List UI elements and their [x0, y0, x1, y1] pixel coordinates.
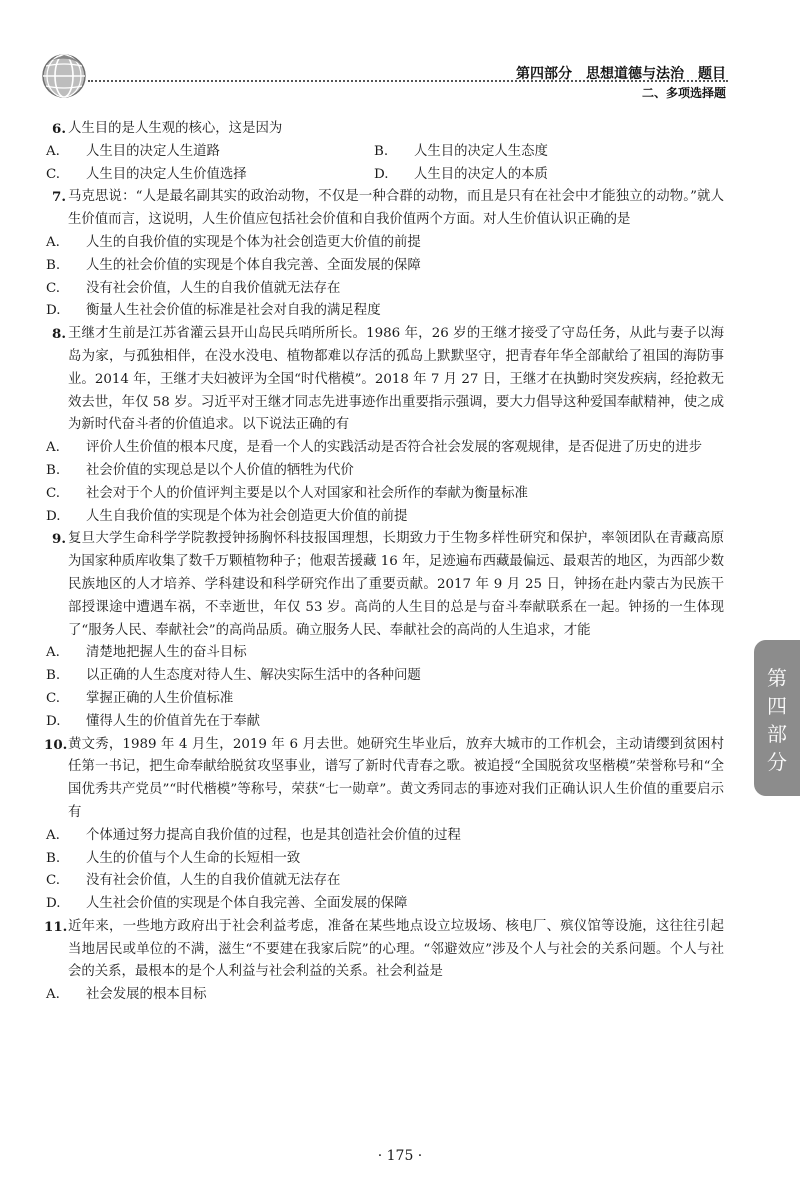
option-a: A. 人生目的决定人生道路 — [46, 143, 220, 159]
option-a: A. 清楚地把握人生的奋斗目标 — [46, 645, 247, 661]
option-a: A. 人生的自我价值的实现是个体为社会创造更大价值的前提 — [46, 234, 421, 250]
question-text: 人生目的是人生观的核心，这是因为 — [68, 121, 283, 136]
option-d: D. 懂得人生的价值首先在于奉献 — [46, 713, 261, 729]
options — [46, 141, 724, 187]
option-a: A. 社会发展的根本目标 — [46, 987, 207, 1003]
section-side-tab — [754, 640, 800, 796]
header-subtitle: 二、多项选择题 — [641, 86, 726, 100]
option-d: D. 人生社会价值的实现是个体自我完善、全面发展的保障 — [46, 896, 408, 912]
question-number: 10. — [44, 736, 68, 753]
option-a: A. 个体通过努力提高自我价值的过程，也是其创造社会价值的过程 — [46, 827, 461, 843]
options — [46, 642, 724, 733]
question-number: 8. — [52, 326, 66, 343]
question-number: 11. — [44, 918, 68, 935]
option-c: C. 社会对于个人的价值评判主要是以个人对国家和社会所作的奉献为衡量标准 — [46, 485, 528, 501]
side-tab-char: 第 — [767, 666, 787, 690]
header-title: 第四部分 思想道德与法治 题目 — [516, 66, 726, 82]
option-b: B. 社会价值的实现总是以个人价值的牺牲为代价 — [46, 462, 354, 478]
question-list — [44, 118, 724, 1007]
question-text: 王继才生前是江苏省灌云县开山岛民兵哨所所长。1986 年，26 岁的王继才接受了守岛任务，从此与妻子以海岛为家，与孤独相伴，在没水没电、植物都难以存活的孤岛上默默坚守，把青春年华全部献给了祖国的海防事业。2014 年，王继才夫妇被评为全国“时代楷模”。2018 年 7 月 27 日，王继才在执勤时突发疾病，经抢救无效去世，年仅 58 岁。习近平对王继才同志先进事迹作出重要指示强调，要大力倡导这种爱国奉献精神，使之成为新时代奋斗者的价值追求。以下说法正确的有 — [68, 326, 724, 433]
options — [46, 437, 724, 528]
question-11 — [44, 916, 724, 1007]
option-d: D. 人生目的决定人的本质 — [374, 166, 548, 182]
question-7 — [44, 186, 724, 323]
question-10 — [44, 734, 724, 916]
side-tab-char: 四 — [767, 694, 787, 718]
question-text: 黄文秀，1989 年 4 月生，2019 年 6 月去世。她研究生毕业后，放弃大城市的工作机会，主动请缨到贫困村任第一书记，把生命奉献给脱贫攻坚事业，谱写了新时代青春之歌。被追授“全国脱贫攻坚楷模”荣誉称号和“全国优秀共产党员”“时代楷模”等称号，荣获“七一勋章”。黄文秀同志的事迹对我们正确认识人生价值的重要启示有 — [68, 736, 724, 820]
globe-icon — [40, 52, 88, 100]
options — [46, 984, 724, 1007]
question-8 — [44, 323, 724, 528]
question-9 — [44, 528, 724, 733]
question-number: 7. — [52, 189, 66, 206]
option-c: C. 没有社会价值，人生的自我价值就无法存在 — [46, 280, 341, 296]
option-b: B. 人生的社会价值的实现是个体自我完善、全面发展的保障 — [46, 257, 421, 273]
question-number: 9. — [52, 531, 66, 548]
question-text: 复旦大学生命科学学院教授钟扬胸怀科技报国理想，长期致力于生物多样性研究和保护，率领团队在青藏高原为国家种质库收集了数千万颗植物种子；他艰苦援藏 16 年，足迹遍布西藏最偏远、最艰苦的地区，为西部少数民族地区的人才培养、学科建设和科学研究作出了重要贡献。2017 年 9 月 25 日，钟扬在赴内蒙古为民族干部授课途中遭遇车祸，不幸逝世，年仅 53 岁。高尚的人生目的总是与奋斗奉献联系在一起。钟扬的一生体现了“服务人民、奉献社会”的高尚品质。确立服务人民、奉献社会的高尚的人生追求，才能 — [68, 531, 724, 638]
option-a: A. 评价人生价值的根本尺度，是看一个人的实践活动是否符合社会发展的客观规律，是否促进了历史的进步 — [46, 440, 702, 456]
question-text: 马克思说：“人是最名副其实的政治动物，不仅是一种合群的动物，而且是只有在社会中才能独立的动物。”就人生价值而言，这说明，人生价值应包括社会价值和自我价值两个方面。对人生价值认识正确的是 — [68, 189, 724, 228]
option-d: D. 衡量人生社会价值的标准是社会对自我的满足程度 — [46, 303, 381, 319]
options — [46, 825, 724, 916]
question-6 — [44, 118, 724, 186]
side-tab-char: 部 — [767, 722, 787, 746]
page-number: · 175 · — [377, 1148, 423, 1164]
question-number: 6. — [52, 121, 66, 137]
option-c: C. 没有社会价值，人生的自我价值就无法存在 — [46, 873, 341, 889]
option-d: D. 人生自我价值的实现是个体为社会创造更大价值的前提 — [46, 508, 408, 524]
option-b: B. 人生的价值与个人生命的长短相一致 — [46, 850, 301, 866]
option-c: C. 人生目的决定人生价值选择 — [46, 166, 247, 182]
side-tab-char: 分 — [767, 750, 787, 774]
option-c: C. 掌握正确的人生价值标准 — [46, 690, 234, 706]
option-b: B. 人生目的决定人生态度 — [374, 143, 548, 159]
option-b: B. 以正确的人生态度对待人生、解决实际生活中的各种问题 — [46, 668, 421, 684]
question-text: 近年来，一些地方政府出于社会利益考虑，准备在某些地点设立垃圾场、核电厂、殡仪馆等设施，这往往引起当地居民或单位的不满，滋生“不要建在我家后院”的心理。“邻避效应”涉及个人与社会的关系问题。个人与社会的关系，最根本的是个人利益与社会利益的关系。社会利益是 — [68, 918, 724, 980]
options — [46, 232, 724, 323]
